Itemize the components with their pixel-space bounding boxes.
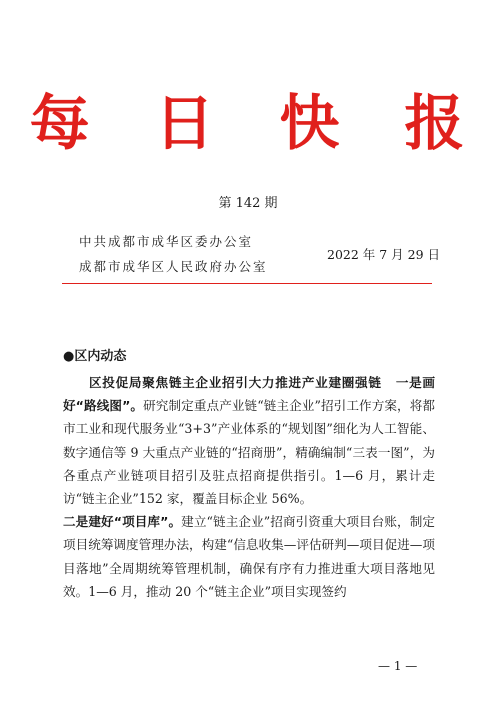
point-one-text: 研究制定重点产业链“链主企业”招引工作方案，将都市工业和现代服务业“3+3”产业体系的“规划图”细化为人工智能、数字通信等 9 大重点产业链的“招商册”，精确编制“三表一图”，为各重点产业链项目招引及驻点招商提供指引。1—6 月，累计走访“链主企业”152 家，覆盖目标企业 56%。 bbox=[63, 398, 435, 507]
article-headline: 区投促局聚焦链主企业招引大力推进产业建圈强链 bbox=[89, 375, 382, 390]
page-number: — 1 — bbox=[378, 659, 418, 673]
issuer-party-office: 中共成都市成华区委办公室 bbox=[79, 234, 254, 249]
article-body bbox=[63, 371, 435, 603]
header-divider bbox=[62, 283, 432, 284]
article-paragraph-1 bbox=[63, 371, 435, 510]
issuer-government-office: 成都市成华区人民政府办公室 bbox=[79, 259, 268, 274]
point-two-lead: 二是建好“项目库”。 bbox=[63, 514, 182, 530]
article-paragraph-2 bbox=[63, 510, 435, 603]
section-heading: ●区内动态 bbox=[63, 349, 127, 364]
masthead-title: 每 日 快 报 bbox=[29, 89, 487, 159]
issue-date: 2022 年 7 月 29 日 bbox=[327, 247, 441, 262]
point-two-text: 建立“链主企业”招商引资重大项目台账，制定项目统筹调度管理办法，构建“信息收集—评估研判—项目促进—项目落地”全周期统筹管理机制，确保有序有力推进重大项目落地见效。1—6 月，推动 20 个“链主企业”项目实现签约 bbox=[63, 514, 435, 599]
point-one-lead: 一是画好“路线图”。 bbox=[63, 375, 436, 414]
issue-number: 第 142 期 bbox=[218, 196, 278, 211]
